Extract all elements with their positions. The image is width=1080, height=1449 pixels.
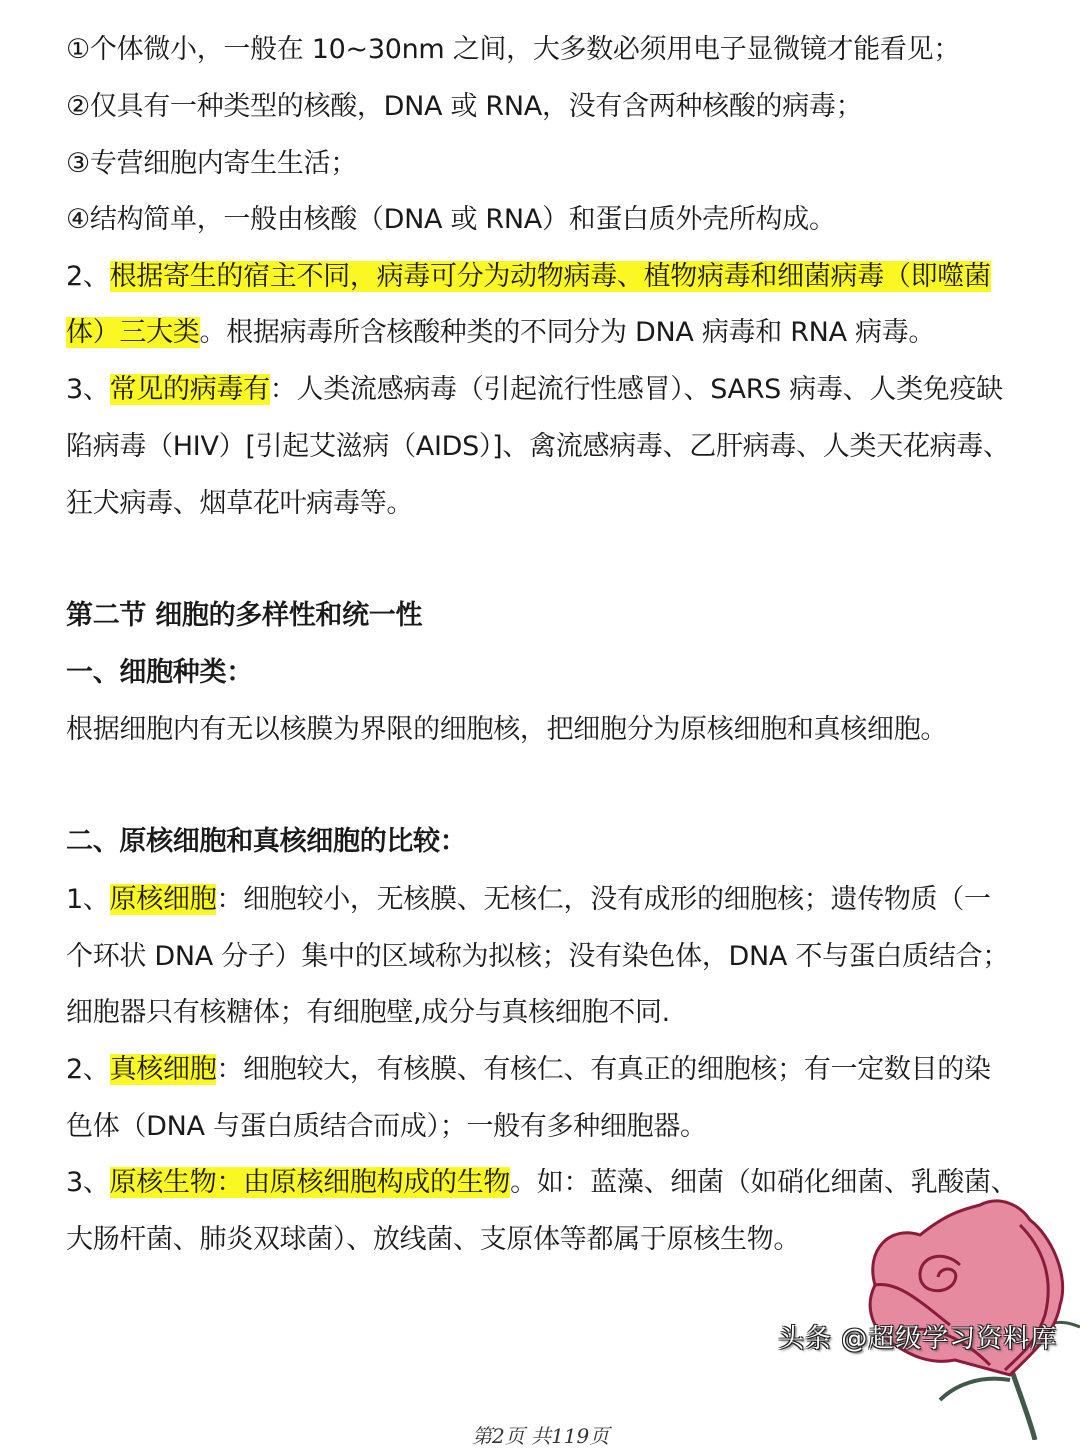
section-title: 第二节 细胞的多样性和统一性	[66, 600, 423, 631]
item1-highlight: 原核细胞	[109, 884, 217, 915]
prokaryote-line1	[66, 880, 991, 920]
item2-highlight: 真核细胞	[109, 1054, 217, 1085]
item3-highlight: 原核生物：由原核细胞构成的生物	[109, 1167, 511, 1198]
watermark: 头条 @超级学习资料库	[778, 1324, 1058, 1354]
item3-text: 。如：蓝藻、细菌（如硝化细菌、乳酸菌、	[510, 1167, 1018, 1198]
point2-rest: 。根据病毒所含核酸种类的不同分为 DNA 病毒和 RNA 病毒。	[199, 317, 936, 348]
page-footer: 第2页 共119页	[472, 1424, 610, 1448]
point3-rest: ：人类流感病毒（引起流行性感冒）、SARS 病毒、人类免疫缺	[269, 374, 1003, 405]
point2-line1	[66, 257, 991, 297]
cell-types-text: 根据细胞内有无以核膜为界限的细胞核，把细胞分为原核细胞和真核细胞。	[66, 714, 948, 745]
point3-line1	[66, 370, 1003, 410]
eukaryote-line2: 色体（DNA 与蛋白质结合而成）；一般有多种细胞器。	[66, 1111, 707, 1142]
item1-prefix: 1、	[66, 884, 110, 915]
prokaryote-line2: 个环状 DNA 分子）集中的区域称为拟核；没有染色体，DNA 不与蛋白质结合；	[66, 941, 1009, 972]
prokaryotic-organism-line2: 大肠杆菌、肺炎双球菌）、放线菌、支原体等都属于原核生物。	[66, 1224, 801, 1255]
item2-text: ：细胞较大，有核膜、有核仁、有真正的细胞核；有一定数目的染	[216, 1054, 991, 1085]
subheading-comparison: 二、原核细胞和真核细胞的比较：	[66, 826, 467, 857]
virus-feature-2: ②仅具有一种类型的核酸，DNA 或 RNA，没有含两种核酸的病毒；	[66, 91, 863, 122]
item2-prefix: 2、	[66, 1054, 110, 1085]
virus-feature-4: ④结构简单，一般由核酸（DNA 或 RNA）和蛋白质外壳所构成。	[66, 204, 836, 235]
virus-feature-3: ③专营细胞内寄生生活；	[66, 148, 357, 179]
item3-prefix: 3、	[66, 1167, 110, 1198]
virus-feature-1: ①个体微小，一般在 10~30nm 之间，大多数必须用电子显微镜才能看见；	[66, 34, 961, 65]
item1-text: ：细胞较小，无核膜、无核仁，没有成形的细胞核；遗传物质（一	[216, 884, 991, 915]
subheading-cell-types: 一、细胞种类：	[66, 657, 253, 688]
point3-highlight: 常见的病毒有	[109, 374, 270, 405]
point3-line2: 陷病毒（HIV）[引起艾滋病（AIDS）]、禽流感病毒、乙肝病毒、人类天花病毒、	[66, 431, 1010, 462]
point2-line2	[66, 313, 935, 353]
point2-prefix: 2、	[66, 261, 110, 292]
eukaryote-line1	[66, 1050, 991, 1090]
point2-highlight: 根据寄生的宿主不同，病毒可分为动物病毒、植物病毒和细菌病毒（即噬菌	[109, 261, 991, 292]
point3-line3: 狂犬病毒、烟草花叶病毒等。	[66, 488, 414, 519]
prokaryote-line3: 细胞器只有核糖体；有细胞壁,成分与真核细胞不同.	[66, 997, 670, 1028]
point2-highlight-cont: 体）三大类	[66, 317, 200, 348]
point3-prefix: 3、	[66, 374, 110, 405]
